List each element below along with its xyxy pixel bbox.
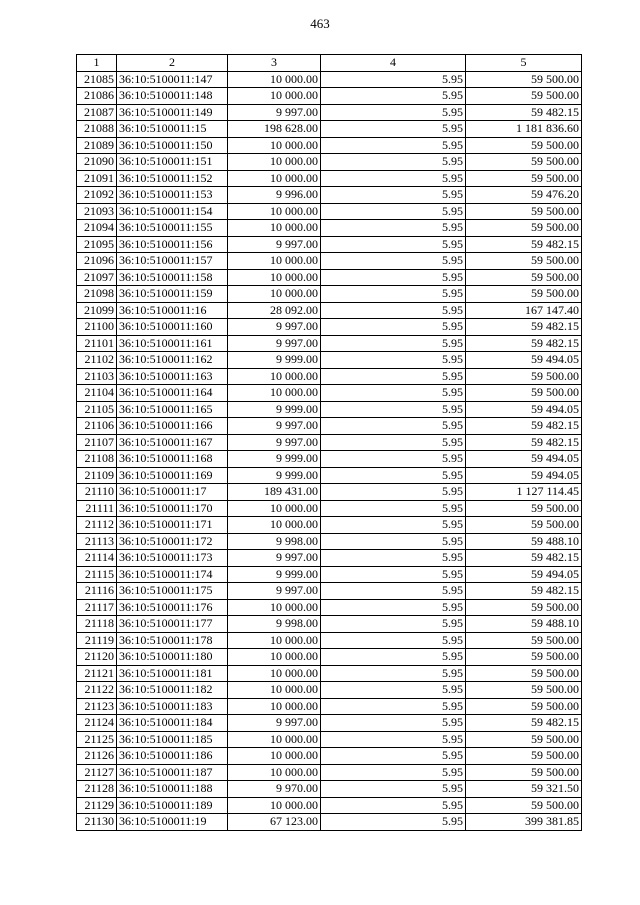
table-row <box>77 616 582 633</box>
value-cell: 59 488.10 <box>466 533 582 550</box>
cadastral-number-cell: 36:10:5100011:186 <box>117 748 228 765</box>
table-row <box>77 302 582 319</box>
value-cell: 59 500.00 <box>466 682 582 699</box>
value-cell: 59 500.00 <box>466 170 582 187</box>
cadastral-number-cell: 36:10:5100011:188 <box>117 781 228 798</box>
rate-cell: 5.95 <box>321 203 466 220</box>
rate-cell: 5.95 <box>321 71 466 88</box>
row-number-cell: 21094 <box>77 220 117 237</box>
area-cell: 189 431.00 <box>228 484 321 501</box>
row-number-cell: 21123 <box>77 698 117 715</box>
table-row <box>77 385 582 402</box>
value-cell: 59 482.15 <box>466 550 582 567</box>
table-row <box>77 220 582 237</box>
value-cell: 59 500.00 <box>466 154 582 171</box>
value-cell: 59 500.00 <box>466 286 582 303</box>
area-cell: 9 997.00 <box>228 715 321 732</box>
rate-cell: 5.95 <box>321 88 466 105</box>
table-row <box>77 451 582 468</box>
area-cell: 9 997.00 <box>228 335 321 352</box>
cadastral-number-cell: 36:10:5100011:16 <box>117 302 228 319</box>
cadastral-number-cell: 36:10:5100011:19 <box>117 814 228 831</box>
row-number-cell: 21105 <box>77 401 117 418</box>
row-number-cell: 21106 <box>77 418 117 435</box>
area-cell: 198 628.00 <box>228 121 321 138</box>
rate-cell: 5.95 <box>321 220 466 237</box>
cadastral-number-cell: 36:10:5100011:165 <box>117 401 228 418</box>
table-row <box>77 269 582 286</box>
cadastral-number-cell: 36:10:5100011:154 <box>117 203 228 220</box>
table-row <box>77 319 582 336</box>
area-cell: 9 998.00 <box>228 616 321 633</box>
area-cell: 10 000.00 <box>228 71 321 88</box>
row-number-cell: 21125 <box>77 731 117 748</box>
row-number-cell: 21111 <box>77 500 117 517</box>
value-cell: 59 494.05 <box>466 467 582 484</box>
area-cell: 9 997.00 <box>228 319 321 336</box>
rate-cell: 5.95 <box>321 517 466 534</box>
table-row <box>77 368 582 385</box>
cadastral-number-cell: 36:10:5100011:161 <box>117 335 228 352</box>
area-cell: 28 092.00 <box>228 302 321 319</box>
value-cell: 59 482.15 <box>466 715 582 732</box>
table-row <box>77 781 582 798</box>
row-number-cell: 21103 <box>77 368 117 385</box>
cadastral-number-cell: 36:10:5100011:181 <box>117 665 228 682</box>
value-cell: 59 482.15 <box>466 434 582 451</box>
rate-cell: 5.95 <box>321 434 466 451</box>
area-cell: 9 999.00 <box>228 467 321 484</box>
row-number-cell: 21108 <box>77 451 117 468</box>
row-number-cell: 21127 <box>77 764 117 781</box>
column-header-5: 5 <box>466 55 582 72</box>
cadastral-number-cell: 36:10:5100011:167 <box>117 434 228 451</box>
area-cell: 10 000.00 <box>228 599 321 616</box>
rate-cell: 5.95 <box>321 319 466 336</box>
area-cell: 67 123.00 <box>228 814 321 831</box>
table-row <box>77 731 582 748</box>
row-number-cell: 21091 <box>77 170 117 187</box>
cadastral-number-cell: 36:10:5100011:164 <box>117 385 228 402</box>
column-header-3: 3 <box>228 55 321 72</box>
row-number-cell: 21086 <box>77 88 117 105</box>
column-header-4: 4 <box>321 55 466 72</box>
value-cell: 59 500.00 <box>466 500 582 517</box>
value-cell: 59 500.00 <box>466 253 582 270</box>
value-cell: 59 500.00 <box>466 71 582 88</box>
table-row <box>77 335 582 352</box>
table-row <box>77 352 582 369</box>
row-number-cell: 21088 <box>77 121 117 138</box>
row-number-cell: 21095 <box>77 236 117 253</box>
row-number-cell: 21100 <box>77 319 117 336</box>
table-row <box>77 748 582 765</box>
cadastral-number-cell: 36:10:5100011:169 <box>117 467 228 484</box>
cadastral-number-cell: 36:10:5100011:170 <box>117 500 228 517</box>
value-cell: 59 500.00 <box>466 137 582 154</box>
value-cell: 59 500.00 <box>466 203 582 220</box>
area-cell: 10 000.00 <box>228 170 321 187</box>
cadastral-number-cell: 36:10:5100011:183 <box>117 698 228 715</box>
value-cell: 59 500.00 <box>466 764 582 781</box>
rate-cell: 5.95 <box>321 154 466 171</box>
row-number-cell: 21089 <box>77 137 117 154</box>
rate-cell: 5.95 <box>321 467 466 484</box>
rate-cell: 5.95 <box>321 731 466 748</box>
rate-cell: 5.95 <box>321 451 466 468</box>
rate-cell: 5.95 <box>321 269 466 286</box>
rate-cell: 5.95 <box>321 715 466 732</box>
table-row <box>77 203 582 220</box>
area-cell: 10 000.00 <box>228 764 321 781</box>
value-cell: 59 488.10 <box>466 616 582 633</box>
rate-cell: 5.95 <box>321 781 466 798</box>
rate-cell: 5.95 <box>321 302 466 319</box>
row-number-cell: 21121 <box>77 665 117 682</box>
rate-cell: 5.95 <box>321 698 466 715</box>
table-row <box>77 253 582 270</box>
area-cell: 9 970.00 <box>228 781 321 798</box>
cadastral-number-cell: 36:10:5100011:173 <box>117 550 228 567</box>
row-number-cell: 21120 <box>77 649 117 666</box>
cadastral-number-cell: 36:10:5100011:177 <box>117 616 228 633</box>
cadastral-number-cell: 36:10:5100011:150 <box>117 137 228 154</box>
cadastral-number-cell: 36:10:5100011:185 <box>117 731 228 748</box>
cadastral-number-cell: 36:10:5100011:162 <box>117 352 228 369</box>
value-cell: 59 482.15 <box>466 583 582 600</box>
cadastral-number-cell: 36:10:5100011:158 <box>117 269 228 286</box>
rate-cell: 5.95 <box>321 170 466 187</box>
area-cell: 10 000.00 <box>228 154 321 171</box>
value-cell: 399 381.85 <box>466 814 582 831</box>
row-number-cell: 21112 <box>77 517 117 534</box>
value-cell: 59 476.20 <box>466 187 582 204</box>
row-number-cell: 21115 <box>77 566 117 583</box>
area-cell: 9 997.00 <box>228 583 321 600</box>
value-cell: 59 500.00 <box>466 368 582 385</box>
table-row <box>77 517 582 534</box>
area-cell: 10 000.00 <box>228 368 321 385</box>
table-row <box>77 500 582 517</box>
rate-cell: 5.95 <box>321 253 466 270</box>
value-cell: 59 482.15 <box>466 418 582 435</box>
row-number-cell: 21126 <box>77 748 117 765</box>
area-cell: 9 996.00 <box>228 187 321 204</box>
rate-cell: 5.95 <box>321 665 466 682</box>
value-cell: 59 321.50 <box>466 781 582 798</box>
row-number-cell: 21107 <box>77 434 117 451</box>
row-number-cell: 21129 <box>77 797 117 814</box>
area-cell: 10 000.00 <box>228 286 321 303</box>
area-cell: 10 000.00 <box>228 269 321 286</box>
value-cell: 1 181 836.60 <box>466 121 582 138</box>
table-row <box>77 467 582 484</box>
rate-cell: 5.95 <box>321 616 466 633</box>
value-cell: 59 500.00 <box>466 517 582 534</box>
cadastral-number-cell: 36:10:5100011:160 <box>117 319 228 336</box>
area-cell: 10 000.00 <box>228 682 321 699</box>
table-row <box>77 71 582 88</box>
value-cell: 59 500.00 <box>466 731 582 748</box>
rate-cell: 5.95 <box>321 583 466 600</box>
row-number-cell: 21114 <box>77 550 117 567</box>
table-row <box>77 533 582 550</box>
value-cell: 59 482.15 <box>466 236 582 253</box>
table-row <box>77 649 582 666</box>
rate-cell: 5.95 <box>321 104 466 121</box>
area-cell: 9 999.00 <box>228 566 321 583</box>
rate-cell: 5.95 <box>321 797 466 814</box>
cadastral-number-cell: 36:10:5100011:189 <box>117 797 228 814</box>
cadastral-number-cell: 36:10:5100011:180 <box>117 649 228 666</box>
value-cell: 59 500.00 <box>466 797 582 814</box>
area-cell: 9 999.00 <box>228 352 321 369</box>
cadastral-number-cell: 36:10:5100011:182 <box>117 682 228 699</box>
table-row <box>77 698 582 715</box>
column-header-2: 2 <box>117 55 228 72</box>
row-number-cell: 21117 <box>77 599 117 616</box>
rate-cell: 5.95 <box>321 286 466 303</box>
value-cell: 59 500.00 <box>466 649 582 666</box>
table-row <box>77 550 582 567</box>
row-number-cell: 21097 <box>77 269 117 286</box>
value-cell: 59 494.05 <box>466 451 582 468</box>
row-number-cell: 21116 <box>77 583 117 600</box>
value-cell: 59 500.00 <box>466 748 582 765</box>
area-cell: 9 999.00 <box>228 451 321 468</box>
area-cell: 9 998.00 <box>228 533 321 550</box>
row-number-cell: 21124 <box>77 715 117 732</box>
rate-cell: 5.95 <box>321 550 466 567</box>
table-row <box>77 599 582 616</box>
rate-cell: 5.95 <box>321 352 466 369</box>
cadastral-number-cell: 36:10:5100011:163 <box>117 368 228 385</box>
cadastral-number-cell: 36:10:5100011:184 <box>117 715 228 732</box>
cadastral-number-cell: 36:10:5100011:151 <box>117 154 228 171</box>
value-cell: 1 127 114.45 <box>466 484 582 501</box>
row-number-cell: 21102 <box>77 352 117 369</box>
rate-cell: 5.95 <box>321 335 466 352</box>
value-cell: 59 494.05 <box>466 566 582 583</box>
cadastral-number-cell: 36:10:5100011:166 <box>117 418 228 435</box>
area-cell: 10 000.00 <box>228 698 321 715</box>
area-cell: 10 000.00 <box>228 632 321 649</box>
area-cell: 9 999.00 <box>228 401 321 418</box>
table-row <box>77 137 582 154</box>
table-row <box>77 236 582 253</box>
table-row <box>77 401 582 418</box>
row-number-cell: 21109 <box>77 467 117 484</box>
table-row <box>77 715 582 732</box>
cadastral-number-cell: 36:10:5100011:17 <box>117 484 228 501</box>
rate-cell: 5.95 <box>321 649 466 666</box>
row-number-cell: 21085 <box>77 71 117 88</box>
area-cell: 9 997.00 <box>228 434 321 451</box>
rate-cell: 5.95 <box>321 599 466 616</box>
row-number-cell: 21119 <box>77 632 117 649</box>
cadastral-number-cell: 36:10:5100011:156 <box>117 236 228 253</box>
cadastral-number-cell: 36:10:5100011:153 <box>117 187 228 204</box>
area-cell: 10 000.00 <box>228 731 321 748</box>
cadastral-number-cell: 36:10:5100011:157 <box>117 253 228 270</box>
table-row <box>77 682 582 699</box>
value-cell: 59 482.15 <box>466 319 582 336</box>
value-cell: 167 147.40 <box>466 302 582 319</box>
row-number-cell: 21096 <box>77 253 117 270</box>
value-cell: 59 482.15 <box>466 104 582 121</box>
cadastral-number-cell: 36:10:5100011:159 <box>117 286 228 303</box>
value-cell: 59 500.00 <box>466 220 582 237</box>
cadastral-number-cell: 36:10:5100011:171 <box>117 517 228 534</box>
value-cell: 59 500.00 <box>466 269 582 286</box>
area-cell: 10 000.00 <box>228 649 321 666</box>
rate-cell: 5.95 <box>321 484 466 501</box>
cadastral-number-cell: 36:10:5100011:187 <box>117 764 228 781</box>
rate-cell: 5.95 <box>321 814 466 831</box>
area-cell: 10 000.00 <box>228 253 321 270</box>
table-row <box>77 88 582 105</box>
row-number-cell: 21092 <box>77 187 117 204</box>
value-cell: 59 500.00 <box>466 665 582 682</box>
value-cell: 59 500.00 <box>466 599 582 616</box>
area-cell: 10 000.00 <box>228 797 321 814</box>
area-cell: 9 997.00 <box>228 418 321 435</box>
rate-cell: 5.95 <box>321 368 466 385</box>
table-row <box>77 566 582 583</box>
table-row <box>77 583 582 600</box>
table-row <box>77 764 582 781</box>
column-header-1: 1 <box>77 55 117 72</box>
table-row <box>77 797 582 814</box>
table-row <box>77 286 582 303</box>
value-cell: 59 500.00 <box>466 698 582 715</box>
rate-cell: 5.95 <box>321 632 466 649</box>
rate-cell: 5.95 <box>321 764 466 781</box>
area-cell: 10 000.00 <box>228 220 321 237</box>
rate-cell: 5.95 <box>321 500 466 517</box>
cadastral-number-cell: 36:10:5100011:174 <box>117 566 228 583</box>
value-cell: 59 500.00 <box>466 88 582 105</box>
table-row <box>77 814 582 831</box>
data-table <box>76 54 582 831</box>
page-number: 463 <box>310 16 330 31</box>
value-cell: 59 500.00 <box>466 632 582 649</box>
rate-cell: 5.95 <box>321 236 466 253</box>
row-number-cell: 21118 <box>77 616 117 633</box>
rate-cell: 5.95 <box>321 187 466 204</box>
rate-cell: 5.95 <box>321 533 466 550</box>
cadastral-number-cell: 36:10:5100011:147 <box>117 71 228 88</box>
table-row <box>77 187 582 204</box>
value-cell: 59 500.00 <box>466 385 582 402</box>
area-cell: 10 000.00 <box>228 665 321 682</box>
table-row <box>77 154 582 171</box>
table-row <box>77 632 582 649</box>
row-number-cell: 21099 <box>77 302 117 319</box>
rate-cell: 5.95 <box>321 566 466 583</box>
row-number-cell: 21098 <box>77 286 117 303</box>
rate-cell: 5.95 <box>321 418 466 435</box>
row-number-cell: 21090 <box>77 154 117 171</box>
row-number-cell: 21087 <box>77 104 117 121</box>
cadastral-number-cell: 36:10:5100011:175 <box>117 583 228 600</box>
area-cell: 10 000.00 <box>228 137 321 154</box>
header-row <box>77 55 582 72</box>
value-cell: 59 482.15 <box>466 335 582 352</box>
cadastral-number-cell: 36:10:5100011:149 <box>117 104 228 121</box>
area-cell: 9 997.00 <box>228 550 321 567</box>
area-cell: 10 000.00 <box>228 88 321 105</box>
table-row <box>77 104 582 121</box>
table-row <box>77 121 582 138</box>
rate-cell: 5.95 <box>321 401 466 418</box>
rate-cell: 5.95 <box>321 137 466 154</box>
row-number-cell: 21101 <box>77 335 117 352</box>
cadastral-number-cell: 36:10:5100011:168 <box>117 451 228 468</box>
table-row <box>77 434 582 451</box>
table-row <box>77 665 582 682</box>
rate-cell: 5.95 <box>321 748 466 765</box>
row-number-cell: 21122 <box>77 682 117 699</box>
area-cell: 10 000.00 <box>228 203 321 220</box>
area-cell: 10 000.00 <box>228 385 321 402</box>
table-row <box>77 418 582 435</box>
row-number-cell: 21093 <box>77 203 117 220</box>
row-number-cell: 21104 <box>77 385 117 402</box>
cadastral-number-cell: 36:10:5100011:155 <box>117 220 228 237</box>
row-number-cell: 21128 <box>77 781 117 798</box>
row-number-cell: 21130 <box>77 814 117 831</box>
cadastral-number-cell: 36:10:5100011:152 <box>117 170 228 187</box>
area-cell: 10 000.00 <box>228 517 321 534</box>
row-number-cell: 21113 <box>77 533 117 550</box>
cadastral-number-cell: 36:10:5100011:172 <box>117 533 228 550</box>
rate-cell: 5.95 <box>321 121 466 138</box>
value-cell: 59 494.05 <box>466 401 582 418</box>
rate-cell: 5.95 <box>321 385 466 402</box>
cadastral-number-cell: 36:10:5100011:148 <box>117 88 228 105</box>
cadastral-number-cell: 36:10:5100011:15 <box>117 121 228 138</box>
row-number-cell: 21110 <box>77 484 117 501</box>
table-row <box>77 484 582 501</box>
area-cell: 10 000.00 <box>228 748 321 765</box>
cadastral-number-cell: 36:10:5100011:176 <box>117 599 228 616</box>
area-cell: 9 997.00 <box>228 236 321 253</box>
rate-cell: 5.95 <box>321 682 466 699</box>
table-body <box>77 71 582 830</box>
area-cell: 9 997.00 <box>228 104 321 121</box>
value-cell: 59 494.05 <box>466 352 582 369</box>
area-cell: 10 000.00 <box>228 500 321 517</box>
table-row <box>77 170 582 187</box>
cadastral-number-cell: 36:10:5100011:178 <box>117 632 228 649</box>
